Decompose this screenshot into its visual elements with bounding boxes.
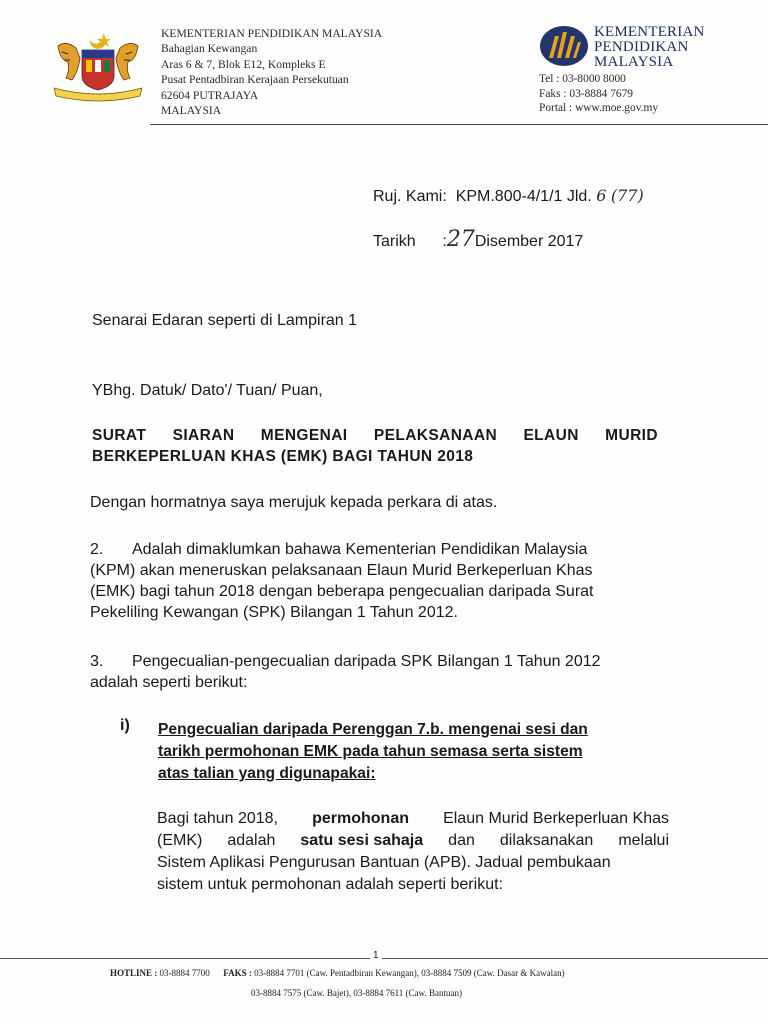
para-text: melalui [618,832,669,849]
para-text: adalah [227,832,276,849]
page-number: 1 [370,950,382,961]
title-word: ELAUN [523,427,579,444]
title-word: PELAKSANAAN [373,427,498,444]
moe-logo-icon [539,24,589,68]
sender-address [161,26,382,118]
address-line: Aras 6 & 7, Blok E12, Kompleks E [161,57,326,71]
title-word: SIARAN [172,427,235,444]
hotline-label: HOTLINE : [110,968,158,978]
faks: Faks : 03-8884 7679 [539,87,633,100]
moe-logo-text [594,25,705,70]
hotline-value: 03-8884 7700 [159,968,210,978]
paragraph-line: adalah seperti berikut: [90,674,248,691]
paragraph-2 [90,539,670,623]
address-line: Bahagian Kewangan [161,42,258,56]
para-text: Bagi tahun 2018, [157,810,278,827]
logo-text-line: KEMENTERIAN [594,24,705,40]
title-word: MENGENAI [260,427,348,444]
footer-divider [0,958,768,959]
paragraph-3 [90,651,670,693]
address-line: KEMENTERIAN PENDIDIKAN MALAYSIA [161,27,383,40]
letter-title [92,425,658,467]
reference-volume: 6 [596,186,607,205]
para-text: dilaksanakan [499,832,594,849]
para-line: Sistem Aplikasi Pengurusan Bantuan (APB). Jadual pembukaan [157,854,611,871]
distribution-line: Senarai Edaran seperti di Lampiran 1 [92,312,358,329]
faks-label: FAKS : [223,968,252,978]
para-line: sistem untuk permohonan adalah seperti berikut: [157,876,503,893]
para-bold: satu sesi sahaja [300,832,424,849]
logo-text-line: MALAYSIA [594,54,674,70]
heading-line: Pengecualian daripada Perenggan 7.b. mengenai sesi dan [158,721,588,738]
title-word: SURAT [92,427,147,444]
reference-number: (77) [610,186,644,205]
header-divider [150,124,768,125]
para-bold: permohonan [312,810,409,827]
paragraph-number: 3. [90,653,104,670]
tel: Tel : 03-8000 8000 [539,73,626,85]
footer-line-2: 03-8884 7575 (Caw. Bajet), 03-8884 7611 (Caw. Bantuan) [251,988,462,998]
contact-block [539,72,658,116]
item-heading [158,719,670,785]
paragraph-line: Adalah dimaklumkan bahawa Kementerian Pendidikan Malaysia [132,541,588,558]
address-line: MALAYSIA [161,104,222,118]
date-line: Tarikh :27Disember 2017 [373,227,584,252]
paragraph-number: 2. [90,541,104,558]
address-line: 62604 PUTRAJAYA [161,88,259,102]
salutation: YBhg. Datuk/ Dato'/ Tuan/ Puan, [92,382,323,399]
para-text: dan [448,832,475,849]
item-paragraph [157,808,669,896]
title-word: MURID [605,427,658,444]
malaysia-coat-of-arms-icon [44,30,152,102]
opening-line: Dengan hormatnya saya merujuk kepada perkara di atas. [90,494,498,511]
logo-text-line: PENDIDIKAN [594,39,689,55]
reference-value: KPM.800-4/1/1 Jld. [455,188,592,205]
footer-line-1 [110,968,565,978]
item-marker: i) [120,717,130,734]
paragraph-line: (EMK) bagi tahun 2018 dengan beberapa pengecualian daripada Surat [90,583,594,600]
paragraph-line: Pengecualian-pengecualian daripada SPK Bilangan 1 Tahun 2012 [132,653,601,670]
date-label: Tarikh [373,233,416,250]
svg-text:· · · · · ·: · · · · · · [91,92,105,97]
paragraph-line: (KPM) akan meneruskan pelaksanaan Elaun Murid Berkeperluan Khas [90,562,593,579]
title-line-2: BERKEPERLUAN KHAS (EMK) BAGI TAHUN 2018 [92,448,474,465]
date-month-year: Disember 2017 [474,233,584,250]
date-day: 27 [446,227,475,252]
paragraph-line: Pekeliling Kewangan (SPK) Bilangan 1 Tahun 2012. [90,604,458,621]
reference-label: Ruj. Kami: [373,188,447,205]
para-text: (EMK) [157,832,203,849]
address-line: Pusat Pentadbiran Kerajaan Persekutuan [161,73,349,87]
para-text: Elaun Murid Berkeperluan Khas [443,810,669,827]
portal: Portal : www.moe.gov.my [539,102,659,114]
reference-line [373,186,644,206]
heading-line: atas talian yang digunapakai: [158,765,376,782]
faks-value: 03-8884 7701 (Caw. Pentadbiran Kewangan), 03-8884 7509 (Caw. Dasar & Kawalan) [254,968,565,978]
heading-line: tarikh permohonan EMK pada tahun semasa serta sistem [158,743,583,760]
